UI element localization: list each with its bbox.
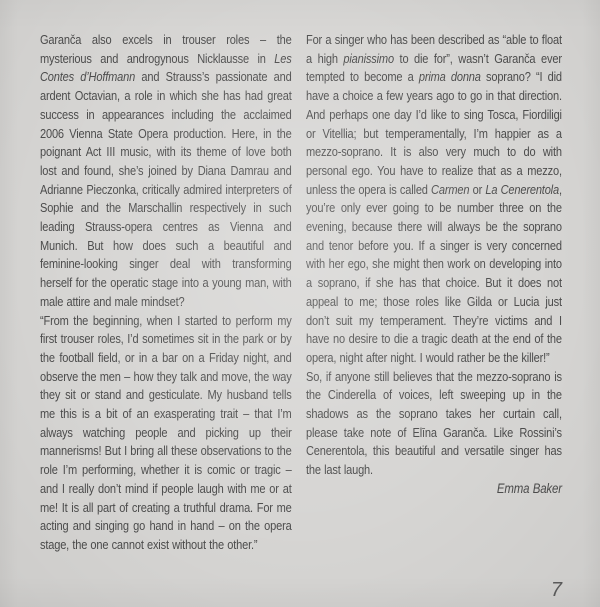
column-paragraphs	[306, 31, 562, 480]
text-run: soprano? “I did have a choice a few years ago to go in that direction. And perhaps one day I’d like to sing Tosca, Fiordiligi or Vitellia; but temperamentally, I’m happier as a mezzo-soprano. It is also very much to do with personal ego. You have to realize that as a mezzo, unless the opera is called	[306, 69, 562, 197]
text-run: For a singer who has been described as “able to float a high	[306, 32, 562, 66]
paragraph	[40, 312, 292, 555]
text-column-left	[40, 31, 292, 555]
italic-text-run: Les Contes d’Hoffmann	[40, 50, 292, 85]
italic-text-run: pianissimo	[343, 50, 394, 66]
paragraph	[306, 368, 562, 480]
author-byline: Emma Baker	[496, 480, 562, 496]
text-run: or	[469, 181, 486, 197]
text-run: So, if anyone still believes that the mezzo-soprano is the Cinderella of voices, left sweeping up in the shadows as the soprano takes her curtain call, please take note of Elīna Garanča. Like Rossini’s Cenerentola, this beautiful and versatile singer has the last laugh.	[306, 368, 562, 478]
italic-text-run: La Cenerentola	[485, 181, 559, 197]
italic-text-run: prima donna	[418, 69, 481, 85]
page-number: 7	[550, 579, 562, 601]
paragraph	[40, 31, 292, 312]
text-run: to die for”, wasn’t Garanča ever tempted to become a	[306, 50, 562, 85]
text-run: “From the beginning, when I started to perform my first trouser roles, I’d sometimes sit in the park or by the football field, or in a bar on a Friday night, and observe the men – how they talk and move, the way they sit or stand and gesticulate. My husband tells me this is a bit of an exasperating trait – that I’m always watching people and picking up their mannerisms! But I bring all these observations to the role I’m performing, whether it is comic or tragic – and I really don’t mind if people laugh with me or at me! It is all part of creating a truthful drama. For me acting and singing go hand in hand – on the opera stage, the one cannot exist without the other.”	[40, 312, 292, 552]
text-run: and Strauss’s passionate and ardent Octavian, a role in which she has had great success in appearances including the acclaimed 2006 Vienna State Opera production. Here, in the poignant Act III music, with its theme of love both lost and found, she’s joined by Diana Damrau and Adrianne Pieczonka, critically admired interpreters of Sophie and the Marschallin respectively in such leading Strauss-opera centres as Vienna and Munich. But how does such a beautiful and feminine-looking singer deal with transforming herself for the operatic stage into a young man, with male attire and male mindset?	[40, 69, 292, 309]
text-run: Garanča also excels in trouser roles – the mysterious and androgynous Nicklausse in	[40, 32, 292, 66]
text-run: , you’re only ever going to be number three on the evening, because there will always be the soprano and tenor before you. If a singer is very concerned with her ego, she might then work on developing into a soprano, if she has that choice. But it does not appeal to me; those roles like Gilda or Lucia just don’t suit my temperament. They’re victims and I have no desire to die a tragic death at the end of the opera, night after night. I would rather be the killer!”	[306, 181, 562, 365]
text-column-right	[306, 31, 562, 499]
paragraph	[306, 31, 562, 368]
italic-text-run: Carmen	[431, 181, 470, 197]
